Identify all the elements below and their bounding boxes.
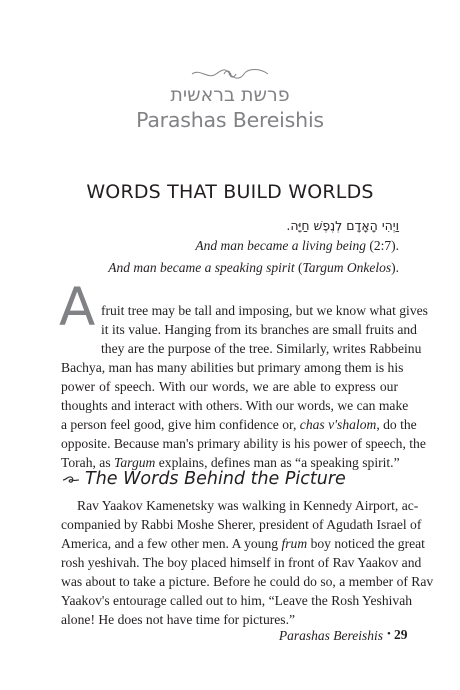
intro-text: a person feel good, give him confidence or, xyxy=(61,417,297,432)
verse-hebrew: וַיְהִי הָאָדָם לְנֶפֶשׁ חַיָּה. xyxy=(286,218,399,233)
story-line: was about to take a picture. Before he could do so, a member of Rav xyxy=(61,574,434,589)
intro-text: , do the xyxy=(376,417,417,432)
intro-line: opposite. Because man's primary ability is his power of speech, the xyxy=(61,436,426,451)
verse-targum xyxy=(108,258,399,277)
verse-reference: (2:7). xyxy=(369,238,399,253)
footer-separator: • xyxy=(387,628,391,640)
intro-line: thoughts and interact with others. With our words, we can make xyxy=(61,398,409,413)
flourish-ornament-icon xyxy=(190,66,270,82)
parasha-title-hebrew: פרשת בראשית xyxy=(170,84,290,106)
verse-targum-text: And man became a speaking spirit xyxy=(108,260,295,275)
story-line: alone! He does not have time for pictures.” xyxy=(61,612,296,627)
intro-line: power of speech. With our words, we are able to express our xyxy=(61,379,398,394)
targum-ref-close: ). xyxy=(391,260,399,275)
page-number: 29 xyxy=(394,627,408,642)
italic-term: frum xyxy=(281,536,308,551)
italic-term: Targum xyxy=(114,455,156,470)
story-line: Yaakov's entourage called out to him, “Leave the Rosh Yeshivah xyxy=(61,593,413,608)
intro-text: explains, defines man as “a speaking spirit.” xyxy=(158,455,400,470)
story-line xyxy=(61,534,425,553)
verse-translation-text: And man became a living being xyxy=(195,238,366,253)
italic-term: chas v'shalom xyxy=(299,417,377,432)
intro-line: they are the purpose of the tree. Similarly, writes Rabbeinu xyxy=(101,341,422,356)
intro-line: Bachya, man has many abilities but primary among them is his xyxy=(61,360,404,375)
targum-ref-open: ( xyxy=(297,260,303,275)
story-line: companied by Rabbi Moshe Sherer, president of Agudath Israel of xyxy=(61,517,422,532)
targum-ref-name: Targum Onkelos xyxy=(302,260,392,275)
story-line: rosh yeshivah. The boy placed himself in front of Rav Yaakov and xyxy=(61,555,422,570)
intro-line: it its value. Hanging from its branches are small fruits and xyxy=(101,322,417,337)
verse-translation xyxy=(195,236,399,255)
running-title: Parashas Bereishis xyxy=(278,628,383,643)
intro-line: fruit tree may be tall and imposing, but we know what gives xyxy=(101,303,428,318)
story-text: boy noticed the great xyxy=(310,536,425,551)
intro-line xyxy=(61,415,417,434)
chapter-title: WORDS THAT BUILD WORLDS xyxy=(86,181,374,203)
intro-text: Torah, as xyxy=(61,455,111,470)
section-heading: The Words Behind the Picture xyxy=(85,469,346,489)
drop-cap: A xyxy=(59,277,96,338)
swirl-bullet-icon xyxy=(62,474,80,486)
story-line: Rav Yaakov Kamenetsky was walking in Kennedy Airport, ac- xyxy=(77,498,419,513)
story-text: America, and a few other men. A young xyxy=(61,536,279,551)
parasha-title-english: Parashas Bereishis xyxy=(136,108,324,132)
